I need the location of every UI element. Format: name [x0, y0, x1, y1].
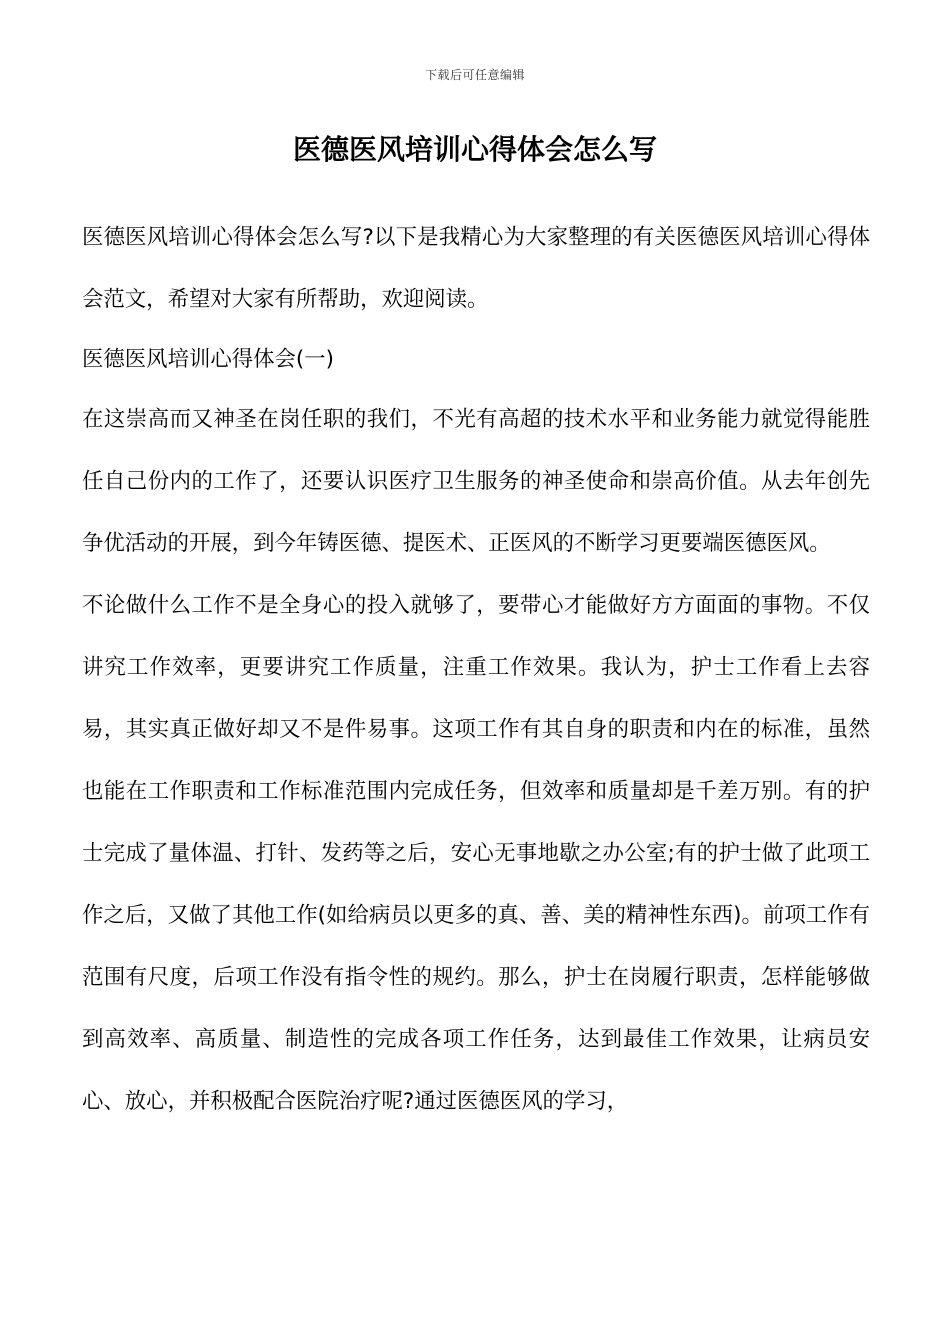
document-title: 医德医风培训心得体会怎么写	[292, 133, 657, 166]
body-paragraph: 在这崇高而又神圣在岗任职的我们，不光有高超的技术水平和业务能力就觉得能胜任自己份内的工作了，还要认识医疗卫生服务的神圣使命和崇高价值。从去年创先争优活动的开展，到今年铸医德、提医术、正医风的不断学习更要端医德医风。	[82, 407, 870, 556]
header-note: 下载后可任意编辑	[424, 68, 525, 82]
intro-paragraph: 医德医风培训心得体会怎么写?以下是我精心为大家整理的有关医德医风培训心得体会范文，希望对大家有所帮助，欢迎阅读。	[82, 225, 870, 312]
section-heading: 医德医风培训心得体会(一)	[82, 347, 334, 372]
document-body	[82, 207, 870, 1133]
body-paragraph: 不论做什么工作不是全身心的投入就够了，要带心才能做好方方面面的事物。不仅讲究工作效率，更要讲究工作质量，注重工作效果。我认为，护士工作看上去容易，其实真正做好却又不是件易事。这项工作有其自身的职责和内在的标准，虽然也能在工作职责和工作标准范围内完成任务，但效率和质量却是千差万别。有的护士完成了量体温、打针、发药等之后，安心无事地歇之办公室;有的护士做了此项工作之后，又做了其他工作(如给病员以更多的真、善、美的精神性东西)。前项工作有范围有尺度，后项工作没有指令性的规约。那么，护士在岗履行职责，怎样能够做到高效率、高质量、制造性的完成各项工作任务，达到最佳工作效果，让病员安心、放心，并积极配合医院治疗呢?通过医德医风的学习，	[82, 593, 870, 1114]
